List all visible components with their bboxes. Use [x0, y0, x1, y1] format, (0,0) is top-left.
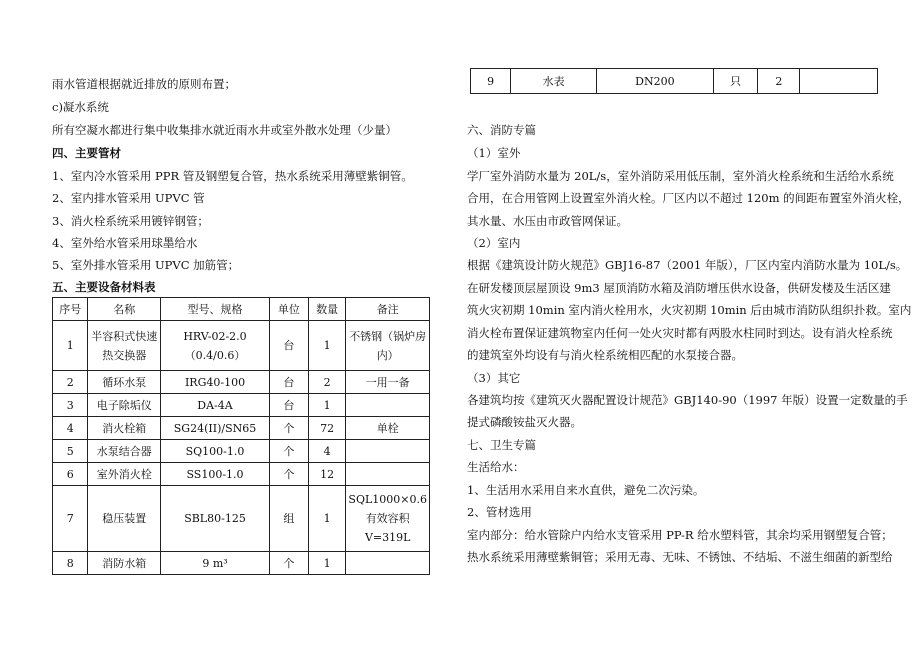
text-line: （1）室外 [467, 146, 521, 160]
text-line: 合用，在合用管网上设置室外消火栓。厂区内以不超过 120m 的间距布置室外消火栓， [467, 191, 910, 205]
table-cell: 1 [53, 321, 88, 371]
table-cell: DN200 [597, 69, 714, 94]
text-line: c)凝水系统 [52, 100, 109, 114]
table-cell: 5 [53, 440, 88, 463]
table-cell: 消防水箱 [88, 552, 161, 575]
table-cell: 2 [53, 371, 88, 394]
table-cell: 个 [270, 463, 309, 486]
header-cell: 备注 [346, 298, 430, 321]
table-cell: 8 [53, 552, 88, 575]
text-line: 根据《建筑设计防火规范》GBJ16-87（2001 年版），厂区内室内消防水量为 10L/s。 [467, 258, 908, 272]
header-cell: 型号、规格 [161, 298, 270, 321]
table-cell: 台 [270, 394, 309, 417]
table-cell: 2 [758, 69, 800, 94]
table-cell: 水泵结合器 [88, 440, 161, 463]
table-cell: 台 [270, 371, 309, 394]
table-cell: 1 [308, 486, 346, 552]
table-cell [800, 69, 878, 94]
table-cell: 台 [270, 321, 309, 371]
table-cell: 单栓 [346, 417, 430, 440]
table-cell: 半容积式快速热交换器 [88, 321, 161, 371]
text-line: 的建筑室外均设有与消火栓系统相匹配的水泵接合器。 [467, 348, 743, 362]
table-cell: 个 [270, 440, 309, 463]
table-cell [346, 463, 430, 486]
table-cell: 一用一备 [346, 371, 430, 394]
table-cell: 9 m³ [161, 552, 270, 575]
table-row [471, 69, 878, 94]
table-cell: 室外消火栓 [88, 463, 161, 486]
table-row [53, 371, 430, 394]
equipment-table [52, 297, 430, 575]
table-cell: 不锈钢（锅炉房内） [346, 321, 430, 371]
text-line: 2、室内排水管采用 UPVC 管 [52, 191, 205, 205]
text-line: 3、消火栓系统采用镀锌钢管； [52, 214, 209, 228]
table-header-row [53, 298, 430, 321]
text-line: 5、室外排水管采用 UPVC 加筋管； [52, 258, 240, 272]
table-cell: HRV-02-2.0（0.4/0.6） [161, 321, 270, 371]
text-line: 各建筑均按《建筑灭火器配置设计规范》GBJ140-90（1997 年版）设置一定数量的手 [467, 393, 908, 407]
table-cell: 个 [270, 552, 309, 575]
header-cell: 序号 [53, 298, 88, 321]
table-cell: 4 [308, 440, 346, 463]
section-heading: 四、主要管材 [52, 146, 121, 160]
table-cell: SQ100-1.0 [161, 440, 270, 463]
text-line: 热水系统采用薄壁紫铜管；采用无毒、无味、不锈蚀、不结垢、不滋生细菌的新型给 [467, 550, 893, 564]
header-cell: 数量 [308, 298, 346, 321]
table-cell: 1 [308, 321, 346, 371]
section-heading: 六、消防专篇 [467, 123, 536, 137]
text-line: （3）其它 [467, 371, 521, 385]
text-line: 生活给水： [467, 460, 525, 474]
table-row [53, 394, 430, 417]
table-row [53, 552, 430, 575]
table-cell: 3 [53, 394, 88, 417]
section-heading: 五、主要设备材料表 [52, 280, 156, 294]
table-cell: 1 [308, 552, 346, 575]
text-line: 2、管材选用 [467, 505, 532, 519]
header-cell: 名称 [88, 298, 161, 321]
text-line: 1、生活用水采用自来水直供，避免二次污染。 [467, 483, 705, 497]
text-line: 筑火灾初期 10min 室内消火栓用水，火灾初期 10min 后由城市消防队组织扑救。室内 [467, 303, 912, 317]
table-cell: SBL80-125 [161, 486, 270, 552]
table-cell: 消火栓箱 [88, 417, 161, 440]
table-row [53, 486, 430, 552]
text-line: 在研发楼顶层屋顶设 9m3 屋顶消防水箱及消防增压供水设备，供研发楼及生活区建 [467, 281, 891, 295]
text-line: 其水量、水压由市政管网保证。 [467, 214, 628, 228]
table-cell: DA-4A [161, 394, 270, 417]
table-cell: 2 [308, 371, 346, 394]
table-row [53, 321, 430, 371]
text-line: 4、室外给水管采用球墨给水 [52, 236, 198, 250]
table-cell: 4 [53, 417, 88, 440]
table-cell: IRG40-100 [161, 371, 270, 394]
table-cell [346, 440, 430, 463]
table-cell: 7 [53, 486, 88, 552]
table-cell: SG24(II)/SN65 [161, 417, 270, 440]
text-line: 学厂室外消防水量为 20L/s，室外消防采用低压制，室外消火栓系统和生活给水系统 [467, 169, 894, 183]
table-cell: 水表 [511, 69, 597, 94]
text-line: 消火栓布置保证建筑物室内任何一处火灾时都有两股水柱同时到达。设有消火栓系统 [467, 326, 893, 340]
table-cell: 电子除垢仪 [88, 394, 161, 417]
table-cell: SS100-1.0 [161, 463, 270, 486]
table-cell: 1 [308, 394, 346, 417]
continued-table [470, 68, 878, 94]
header-cell: 单位 [270, 298, 309, 321]
table-cell: 12 [308, 463, 346, 486]
text-line: 室内部分：给水管除户内给水支管采用 PP-R 给水塑料管，其余均采用钢塑复合管； [467, 528, 893, 542]
table-cell: 稳压装置 [88, 486, 161, 552]
table-cell: 72 [308, 417, 346, 440]
table-row [53, 463, 430, 486]
table-cell [346, 394, 430, 417]
table-row [53, 440, 430, 463]
table-cell: 循环水泵 [88, 371, 161, 394]
table-cell: 个 [270, 417, 309, 440]
text-line: 所有空凝水都进行集中收集排水就近雨水井或室外散水处理（少量） [52, 123, 397, 137]
text-line: 雨水管道根据就近排放的原则布置； [52, 77, 236, 91]
text-line: 提式磷酸铵盐灭火器。 [467, 415, 582, 429]
table-cell: 只 [713, 69, 757, 94]
table-cell: 组 [270, 486, 309, 552]
section-heading: 七、卫生专篇 [467, 438, 536, 452]
table-cell [346, 552, 430, 575]
table-cell: 9 [471, 69, 511, 94]
table-row [53, 417, 430, 440]
text-line: 1、室内冷水管采用 PPR 管及钢塑复合管，热水系统采用薄壁紫铜管。 [52, 169, 413, 183]
table-cell: SQL1000×0.6 有效容积V=319L [346, 486, 430, 552]
table-cell: 6 [53, 463, 88, 486]
text-line: （2）室内 [467, 236, 521, 250]
